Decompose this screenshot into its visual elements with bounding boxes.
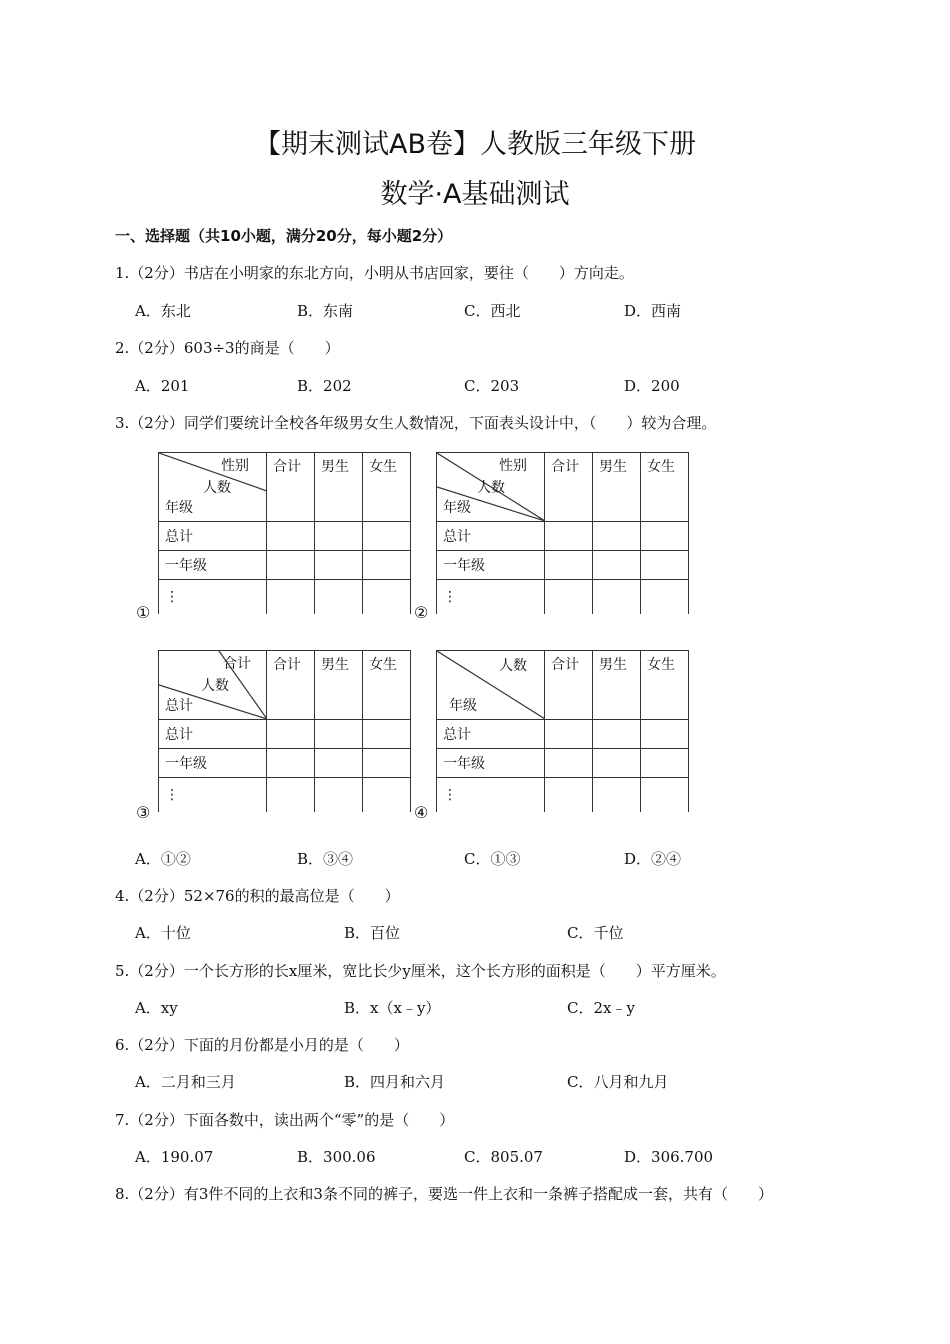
q3-option-c: C．①③ — [464, 850, 521, 868]
column-header: 女生 — [641, 651, 689, 720]
table-label-1: ① — [136, 603, 151, 622]
header-label: 性别 — [221, 458, 249, 474]
q5-option-a: A．xy — [135, 999, 178, 1017]
header-table-2 — [436, 452, 689, 614]
question-7: 7.（2分）下面各数中，读出两个“零”的是（ ） — [115, 1111, 455, 1129]
q7-option-d: D．306.700 — [624, 1148, 714, 1166]
header-label: 性别 — [499, 458, 527, 474]
header-table-4 — [436, 650, 689, 812]
q5-option-b: B．x（x﹣y） — [344, 999, 441, 1017]
q3-option-a: A．①② — [135, 850, 191, 868]
header-label: 年级 — [165, 500, 193, 516]
q7-option-a: A．190.07 — [135, 1148, 214, 1166]
row-header: 总计 — [437, 522, 545, 551]
doc-title: 【期末测试AB卷】人教版三年级下册 — [254, 129, 696, 160]
column-header: 合计 — [267, 453, 315, 522]
row-header: 一年级 — [437, 551, 545, 580]
row-header-ellipsis: ⋮ — [437, 778, 545, 813]
row-header: 一年级 — [159, 749, 267, 778]
header-label: 人数 — [477, 480, 505, 496]
column-header: 男生 — [593, 651, 641, 720]
section-heading: 一、选择题（共10小题，满分20分，每小题2分） — [115, 227, 453, 245]
question-8: 8.（2分）有3件不同的上衣和3条不同的裤子，要选一件上衣和一条裤子搭配成一套，共有（ ） — [115, 1185, 773, 1203]
row-header: 一年级 — [159, 551, 267, 580]
column-header: 女生 — [641, 453, 689, 522]
q6-option-c: C．八月和九月 — [567, 1073, 669, 1091]
header-label: 人数 — [499, 658, 527, 674]
row-header-ellipsis: ⋮ — [437, 580, 545, 615]
table-label-2: ② — [414, 603, 429, 622]
header-label: 合计 — [223, 656, 251, 672]
q5-option-c: C．2x﹣y — [567, 999, 635, 1017]
question-4: 4.（2分）52×76的积的最高位是（ ） — [115, 887, 400, 905]
question-6: 6.（2分）下面的月份都是小月的是（ ） — [115, 1036, 409, 1054]
column-header: 合计 — [267, 651, 315, 720]
table-label-3: ③ — [136, 803, 151, 822]
q1-option-d: D．西南 — [624, 302, 682, 320]
q4-option-c: C．千位 — [567, 924, 624, 942]
header-table-3 — [158, 650, 411, 812]
row-header: 总计 — [159, 522, 267, 551]
q2-option-d: D．200 — [624, 377, 680, 395]
question-5: 5.（2分）一个长方形的长x厘米，宽比长少y厘米，这个长方形的面积是（ ）平方厘米。 — [115, 962, 726, 980]
column-header: 男生 — [315, 651, 363, 720]
q6-option-b: B．四月和六月 — [344, 1073, 446, 1091]
row-header: 一年级 — [437, 749, 545, 778]
header-label: 总计 — [165, 698, 193, 714]
column-header: 男生 — [593, 453, 641, 522]
row-header-ellipsis: ⋮ — [159, 778, 267, 813]
header-label: 年级 — [443, 500, 471, 516]
q3-option-b: B．③④ — [297, 850, 354, 868]
header-label: 人数 — [201, 678, 229, 694]
header-table-1 — [158, 452, 411, 614]
q1-option-c: C．西北 — [464, 302, 521, 320]
column-header: 男生 — [315, 453, 363, 522]
q2-option-b: B．202 — [297, 377, 352, 395]
q6-option-a: A．二月和三月 — [135, 1073, 236, 1091]
q7-option-b: B．300.06 — [297, 1148, 376, 1166]
question-2: 2.（2分）603÷3的商是（ ） — [115, 339, 340, 357]
q2-option-a: A．201 — [135, 377, 190, 395]
header-label: 年级 — [449, 698, 477, 714]
q3-option-d: D．②④ — [624, 850, 682, 868]
column-header: 合计 — [545, 651, 593, 720]
question-3: 3.（2分）同学们要统计全校各年级男女生人数情况，下面表头设计中，（ ）较为合理。 — [115, 414, 717, 432]
header-label: 人数 — [203, 480, 231, 496]
row-header: 总计 — [437, 720, 545, 749]
table-label-4: ④ — [414, 803, 429, 822]
row-header: 总计 — [159, 720, 267, 749]
q4-option-b: B．百位 — [344, 924, 401, 942]
q7-option-c: C．805.07 — [464, 1148, 543, 1166]
doc-subtitle: 数学·A基础测试 — [380, 179, 570, 210]
question-1: 1.（2分）书店在小明家的东北方向，小明从书店回家，要往（ ）方向走。 — [115, 264, 634, 282]
column-header: 合计 — [545, 453, 593, 522]
q4-option-a: A．十位 — [135, 924, 191, 942]
column-header: 女生 — [363, 453, 411, 522]
q2-option-c: C．203 — [464, 377, 520, 395]
row-header-ellipsis: ⋮ — [159, 580, 267, 615]
column-header: 女生 — [363, 651, 411, 720]
q1-option-b: B．东南 — [297, 302, 354, 320]
q1-option-a: A．东北 — [135, 302, 191, 320]
